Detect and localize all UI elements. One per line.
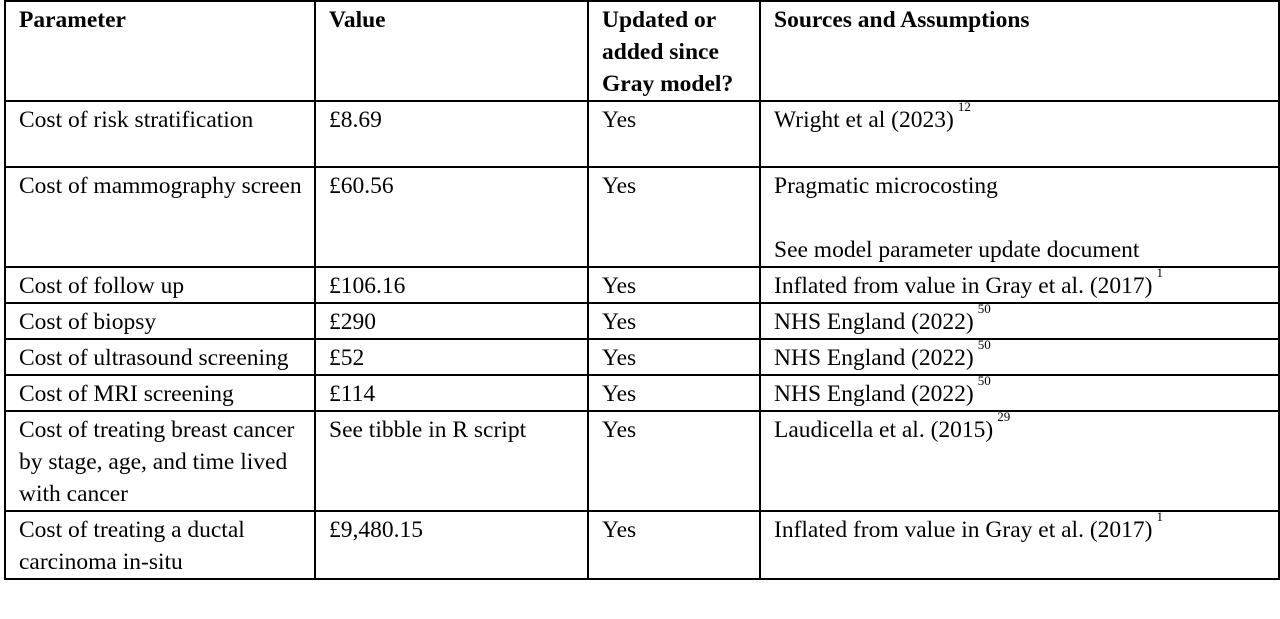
cell-parameter: Cost of treating breast cancer by stage, age, and time lived with cancer — [5, 411, 315, 511]
cell-value: £9,480.15 — [315, 511, 588, 579]
cell-updated: Yes — [588, 375, 760, 411]
cell-updated: Yes — [588, 411, 760, 511]
cell-parameter: Cost of treating a ductal carcinoma in-situ — [5, 511, 315, 579]
cell-source — [760, 167, 1279, 267]
source-text: NHS England (2022) — [774, 381, 974, 407]
cell-source — [760, 511, 1279, 579]
cell-value: £52 — [315, 339, 588, 375]
header-updated: Updated or added since Gray model? — [588, 1, 760, 101]
cell-parameter: Cost of ultrasound screening — [5, 339, 315, 375]
cell-parameter: Cost of risk stratification — [5, 101, 315, 167]
table-row — [5, 167, 1279, 267]
cell-source — [760, 303, 1279, 339]
reference-number: 50 — [977, 337, 991, 352]
cell-parameter: Cost of biopsy — [5, 303, 315, 339]
cell-source — [760, 101, 1279, 167]
header-sources: Sources and Assumptions — [760, 1, 1279, 101]
reference-number: 50 — [977, 301, 991, 316]
cell-value: £60.56 — [315, 167, 588, 267]
source-text: NHS England (2022) — [774, 345, 974, 371]
source-text: Inflated from value in Gray et al. (2017) — [774, 273, 1153, 299]
table-row — [5, 303, 1279, 339]
table-row — [5, 267, 1279, 303]
cell-updated: Yes — [588, 339, 760, 375]
reference-number: 1 — [1156, 265, 1163, 280]
reference-number: 12 — [957, 99, 971, 114]
cell-value: See tibble in R script — [315, 411, 588, 511]
source-text: Laudicella et al. (2015) — [774, 417, 994, 443]
cell-updated: Yes — [588, 101, 760, 167]
cell-updated: Yes — [588, 267, 760, 303]
table-row — [5, 411, 1279, 511]
table-row — [5, 375, 1279, 411]
header-value: Value — [315, 1, 588, 101]
cell-source — [760, 375, 1279, 411]
cell-value: £114 — [315, 375, 588, 411]
cell-value: £8.69 — [315, 101, 588, 167]
table-header-row — [5, 1, 1279, 101]
header-parameter: Parameter — [5, 1, 315, 101]
table-row — [5, 339, 1279, 375]
cell-updated: Yes — [588, 511, 760, 579]
cell-source — [760, 339, 1279, 375]
cell-source — [760, 411, 1279, 511]
source-note: See model parameter update document — [774, 237, 1140, 263]
reference-number: 50 — [977, 373, 991, 388]
table-row — [5, 511, 1279, 579]
reference-number: 29 — [997, 409, 1011, 424]
source-text: Inflated from value in Gray et al. (2017) — [774, 517, 1153, 543]
parameters-table — [4, 0, 1280, 580]
source-text: Wright et al (2023) — [774, 107, 954, 133]
source-text: Pragmatic microcosting — [774, 173, 998, 199]
cell-source — [760, 267, 1279, 303]
table-row — [5, 101, 1279, 167]
source-text: NHS England (2022) — [774, 309, 974, 335]
cell-updated: Yes — [588, 303, 760, 339]
cell-value: £106.16 — [315, 267, 588, 303]
cell-parameter: Cost of mammography screen — [5, 167, 315, 267]
cell-parameter: Cost of MRI screening — [5, 375, 315, 411]
cell-parameter: Cost of follow up — [5, 267, 315, 303]
reference-number: 1 — [1156, 509, 1163, 524]
cell-value: £290 — [315, 303, 588, 339]
cell-updated: Yes — [588, 167, 760, 267]
